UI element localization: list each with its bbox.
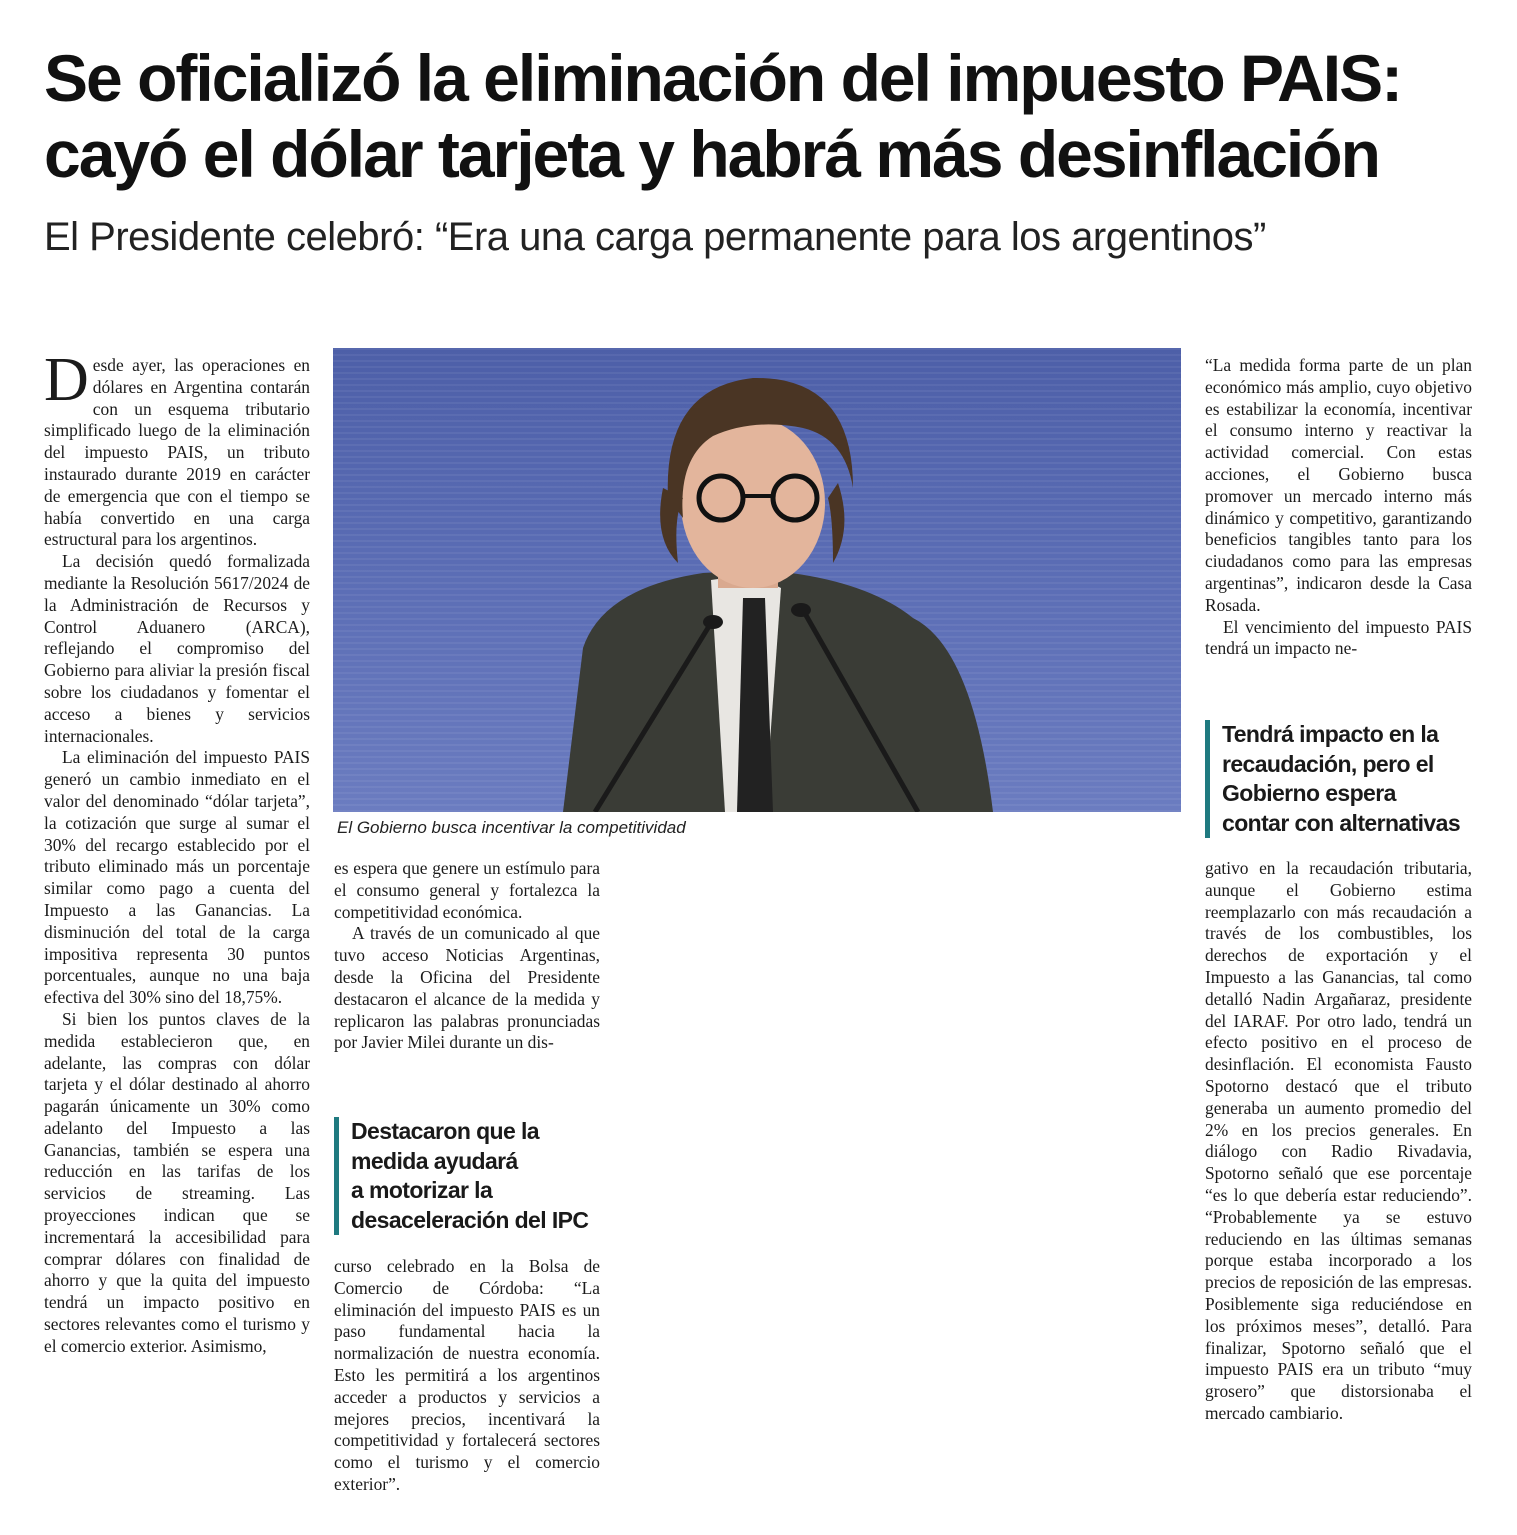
headline	[44, 40, 1484, 192]
pull-quote-line: contar con alternativas	[1222, 809, 1461, 836]
pull-quote-line: medida ayudará	[351, 1147, 518, 1174]
article-paragraph: La decisión quedó formalizada mediante la Resolución 5617/2024 de la Administración de Recursos y Control Aduanero (ARCA), reflejando el compromiso del Gobierno para aliviar la presión fiscal sobre los ciudadanos y fomentar el acceso a bienes y servicios internacionales.	[44, 551, 310, 746]
pull-quote-line: a motorizar la	[351, 1177, 493, 1203]
article-column-right	[1205, 355, 1472, 660]
speaker-illustration	[333, 348, 1181, 812]
article-paragraph: es espera que genere un estímulo para el consumo general y fortalezca la competitividad económica.	[334, 858, 600, 922]
article-column-middle	[334, 858, 600, 1054]
article-paragraph: curso celebrado en la Bolsa de Comercio de Córdoba: “La eliminación del impuesto PAIS es un paso fundamental hacia la normalización de nuestra economía. Esto les permitirá a los argentinos acceder a productos y servicios a mejores precios, incentivará la competitividad y fortalecerá sectores como el turismo y el comercio exterior”.	[334, 1256, 600, 1494]
pull-quote-line: desaceleración del IPC	[351, 1206, 589, 1233]
pull-quote-right	[1205, 720, 1492, 838]
article-paragraph: “La medida forma parte de un plan económico más amplio, cuyo objetivo es estabilizar la economía, incentivar el consumo interno y reactivar la actividad comercial. Con estas acciones, el Gobierno busca promover un mercado interno más dinámico y competitivo, garantizando beneficios tangibles tanto para los ciudadanos como para las empresas argentinas”, indicaron desde la Casa Rosada.	[1205, 355, 1472, 615]
article-column-left	[44, 346, 310, 1358]
headline-line-1: Se oficializó la eliminación del impuesto PAIS:	[44, 41, 1402, 115]
headline-line-2: cayó el dólar tarjeta y habrá más desinflación	[44, 117, 1379, 191]
article-paragraph: La eliminación del impuesto PAIS generó un cambio inmediato en el valor del denominado “dólar tarjeta”, la cotización que surge al sumar el 30% del recargo establecido por el tributo eliminado más un porcentaje similar como pago a cuenta del Impuesto a las Ganancias. La disminución del total de la carga impositiva representa 30 puntos porcentuales, aunque no una baja efectiva del 30% sino del 18,75%.	[44, 747, 310, 1008]
article-paragraph: A través de un comunicado al que tuvo acceso Noticias Argentinas, desde la Oficina del Presidente destacaron el alcance de la medida y replicaron las palabras pronunciadas por Javier Milei durante un dis-	[334, 923, 600, 1053]
pull-quote-line: Gobierno espera	[1222, 780, 1396, 806]
pull-quote-line: Destacaron que la	[351, 1118, 539, 1144]
pull-quote-middle	[334, 1117, 611, 1235]
article-paragraph: El vencimiento del impuesto PAIS tendrá un impacto ne-	[1205, 616, 1472, 659]
article-paragraph	[44, 346, 310, 551]
article-paragraph: gativo en la recaudación tributaria, aunque el Gobierno estima reemplazarlo con más recaudación a través de los combustibles, los derechos de exportación y el Impuesto a las Ganancias, tal como detalló Nadin Argañaraz, presidente del IARAF. Por otro lado, tendrá un efecto positivo en el proceso de desinflación. El economista Fausto Spotorno destacó que el tributo generaba un aumento promedio del 2% en los precios generales. En diálogo con Radio Rivadavia, Spotorno señaló que ese porcentaje “es lo que debería estar reduciendo”. “Probablemente ya se estuvo reduciendo en las últimas semanas porque estaba incorporado a los precios de reposición de las empresas. Posiblemente siga reduciéndose en los próximos meses”, detalló. Para finalizar, Spotorno señaló que el impuesto PAIS era un tributo “muy grosero” que distorsionaba el mercado cambiario.	[1205, 858, 1472, 1423]
drop-cap: D	[44, 346, 89, 414]
paragraph-text: esde ayer, las operaciones en dólares en Argentina contarán con un esquema tributario simplificado luego de la eliminación del impuesto PAIS, un tributo instaurado durante 2019 en carácter de emergencia que con el tiempo se había convertido en una carga estructural para los argentinos.	[44, 355, 310, 550]
pull-quote-line: Tendrá impacto en la	[1222, 721, 1439, 747]
article-photo	[333, 348, 1181, 812]
subheadline: El Presidente celebró: “Era una carga permanente para los argentinos”	[44, 215, 1266, 259]
article-paragraph: Si bien los puntos claves de la medida establecieron que, en adelante, las compras con dólar tarjeta y el dólar destinado al ahorro pagarán únicamente un 30% como adelanto del Impuesto a las Ganancias, también se espera una reducción en las tarifas de los servicios de streaming. Las proyecciones indican que se incrementará la accesibilidad para comprar dólares con finalidad de ahorro y que la quita del impuesto tendrá un impacto positivo en sectores relevantes como el turismo y el comercio exterior. Asimismo,	[44, 1008, 310, 1356]
article-column-middle-continued	[334, 1256, 600, 1496]
pull-quote-line: recaudación, pero el	[1222, 750, 1434, 777]
photo-caption: El Gobierno busca incentivar la competitividad	[337, 818, 686, 837]
article-column-right-continued	[1205, 858, 1472, 1425]
